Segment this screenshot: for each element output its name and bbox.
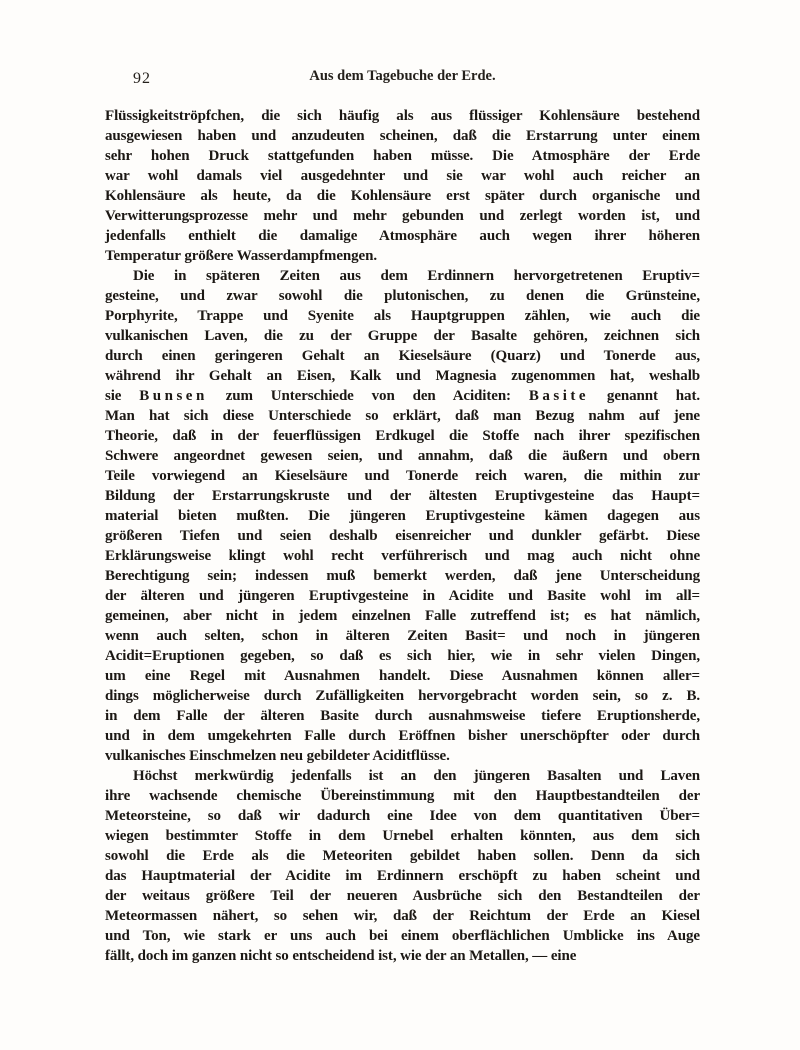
text-line: Temperatur größere Wasserdampfmengen.: [105, 248, 377, 264]
text-line: material bieten mußten. Die jüngeren Eruptivgesteine kämen dagegen aus: [105, 508, 700, 524]
text-line: Acidit=Eruptionen gegeben, so daß es sich hier, wie in sehr vielen Dingen,: [105, 648, 700, 664]
text-line: der weitaus größere Teil der neueren Ausbrüche sich den Bestandteilen der: [105, 888, 700, 904]
text-line: größeren Tiefen und seien deshalb eisenreicher und dunkler gefärbt. Diese: [105, 528, 700, 544]
text-line: sowohl die Erde als die Meteoriten gebildet haben sollen. Denn da sich: [105, 848, 700, 864]
text-line: um eine Regel mit Ausnahmen handelt. Diese Ausnahmen können aller=: [105, 668, 700, 684]
text-line: Theorie, daß in der feuerflüssigen Erdkugel die Stoffe nach ihrer spezifischen: [105, 428, 700, 444]
text-line: das Hauptmaterial der Acidite im Erdinnern erschöpft zu haben scheint und: [105, 868, 700, 884]
paragraph: [105, 106, 700, 266]
text-line: und Ton, wie stark er uns auch bei einem oberflächlichen Umblicke ins Auge: [105, 928, 700, 944]
text-line: vulkanischen Laven, die zu der Gruppe der Basalte gehören, zeichnen sich: [105, 328, 700, 344]
text-line: vulkanisches Einschmelzen neu gebildeter Aciditflüsse.: [105, 748, 450, 764]
text-line: sehr hohen Druck stattgefunden haben müsse. Die Atmosphäre der Erde: [105, 148, 700, 164]
text-line: Teile vorwiegend an Kieselsäure und Tonerde reich waren, die mithin zur: [105, 468, 700, 484]
text-line: Verwitterungsprozesse mehr und mehr gebunden und zerlegt worden ist, und: [105, 208, 700, 224]
text-line: Bildung der Erstarrungskruste und der ältesten Eruptivgesteine das Haupt=: [105, 488, 700, 504]
page-number: 92: [133, 70, 151, 87]
text-line: war wohl damals viel ausgedehnter und sie war wohl auch reicher an: [105, 168, 700, 184]
text-line: gemeinen, aber nicht in jedem einzelnen Falle zutreffend ist; es hat nämlich,: [105, 608, 700, 624]
text-line: gesteine, und zwar sowohl die plutonischen, zu denen die Grünsteine,: [105, 288, 700, 304]
text-line: Meteorsteine, so daß wir dadurch eine Idee von dem quantitativen Über=: [105, 808, 700, 824]
running-header: [105, 68, 700, 90]
body-text: [105, 106, 700, 966]
text-line: Man hat sich diese Unterschiede so erklärt, daß man Bezug nahm auf jene: [105, 408, 700, 424]
text-line: ihre wachsende chemische Übereinstimmung mit den Hauptbestandteilen der: [105, 788, 700, 804]
text-line: Schwere angeordnet gewesen seien, und annahm, daß die äußern und obern: [105, 448, 700, 464]
emphasized-word: Basite: [528, 388, 590, 404]
text-line: der älteren und jüngeren Eruptivgesteine in Acidite und Basite wohl im all=: [105, 588, 700, 604]
text-line: fällt, doch im ganzen nicht so entscheidend ist, wie der an Metallen, — eine: [105, 948, 577, 964]
text-line: durch einen geringeren Gehalt an Kieselsäure (Quarz) und Tonerde aus,: [105, 348, 700, 364]
text-line: während ihr Gehalt an Eisen, Kalk und Magnesia zugenommen hat, weshalb: [105, 368, 700, 384]
emphasized-word: Bunsen: [139, 388, 208, 404]
text-line: ausgewiesen haben und anzudeuten scheinen, daß die Erstarrung unter einem: [105, 128, 700, 144]
text-line: Porphyrite, Trappe und Syenite als Hauptgruppen zählen, wie auch die: [105, 308, 700, 324]
text-line: Meteormassen nähert, so sehen wir, daß der Reichtum der Erde an Kiesel: [105, 908, 700, 924]
paragraph: [105, 766, 700, 966]
text-line: jedenfalls enthielt die damalige Atmosphäre auch wegen ihrer höheren: [105, 228, 700, 244]
text-line: und in dem umgekehrten Falle durch Eröffnen bisher unerschöpfter oder durch: [105, 728, 700, 744]
paragraph: [105, 266, 700, 766]
text-line: Erklärungsweise klingt wohl recht verführerisch und mag auch nicht ohne: [105, 548, 700, 564]
text-line: Kohlensäure als heute, da die Kohlensäure erst später durch organische und: [105, 188, 700, 204]
text-line: in dem Falle der älteren Basite durch ausnahmsweise tiefere Eruptionsherde,: [105, 708, 700, 724]
text-line: dings möglicherweise durch Zufälligkeiten hervorgebracht worden sein, so z. B.: [105, 688, 700, 704]
text-line: wenn auch selten, schon in älteren Zeiten Basit= und noch in jüngeren: [105, 628, 700, 644]
text-line: wiegen bestimmter Stoffe in dem Urnebel erhalten könnten, aus dem sich: [105, 828, 700, 844]
running-title: Aus dem Tagebuche der Erde.: [309, 68, 496, 84]
text-line: Die in späteren Zeiten aus dem Erdinnern hervorgetretenen Eruptiv=: [133, 268, 700, 284]
text-line: Flüssigkeitströpfchen, die sich häufig als aus flüssiger Kohlensäure bestehend: [105, 108, 700, 124]
text-line: Berechtigung sein; indessen muß bemerkt werden, daß jene Unterscheidung: [105, 568, 700, 584]
text-line: sie Bunsen zum Unterschiede von den Aciditen: Basite genannt hat.: [105, 388, 700, 404]
text-line: Höchst merkwürdig jedenfalls ist an den jüngeren Basalten und Laven: [133, 768, 700, 784]
